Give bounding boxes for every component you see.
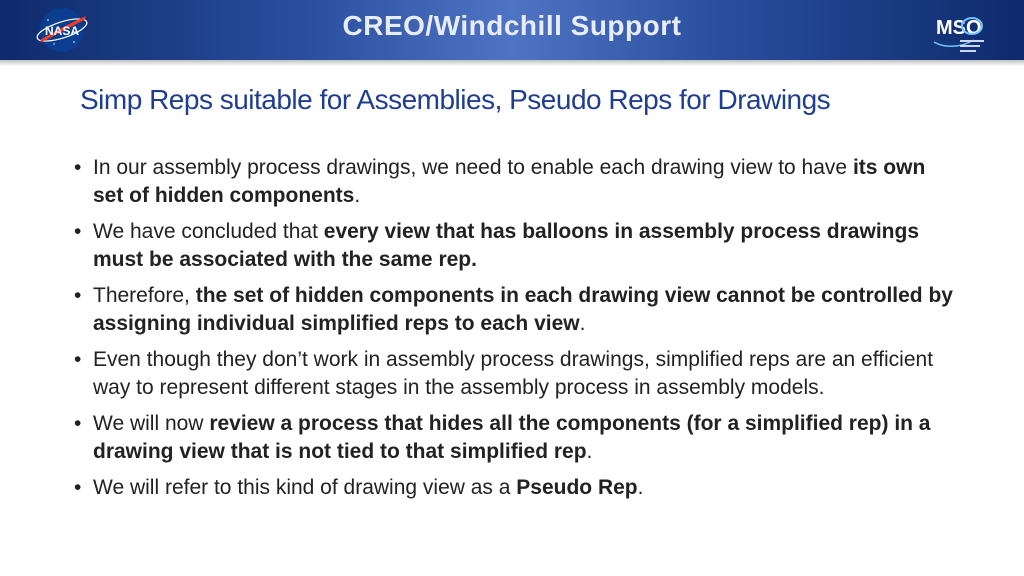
svg-text:NASA: NASA	[44, 24, 80, 38]
bullet-text: .	[579, 312, 586, 335]
bullet-text: We will refer to this kind of drawing view as a	[93, 476, 517, 499]
bullet-text-bold: the set of hidden components in each drawing view cannot be controlled by assigning individual simplified reps to each view	[93, 284, 953, 335]
bullet-item	[74, 154, 954, 210]
bullet-text: We will now	[93, 412, 210, 435]
bullet-dot-icon: •	[74, 412, 82, 435]
bullet-text: In our assembly process drawings, we need to enable each drawing view to have	[93, 156, 853, 179]
bullet-item	[74, 218, 954, 274]
bullet-text: .	[637, 476, 644, 499]
bullet-text-bold: Pseudo Rep	[516, 476, 638, 499]
bullet-text-bold: its own set of hidden components	[93, 156, 926, 207]
bullet-item	[74, 410, 954, 466]
header-shadow	[0, 60, 1024, 66]
bullet-text: Even though they don’t work in assembly process drawings, simplified reps are an efficient way to represent different stages in the assembly process in assembly models.	[93, 348, 934, 399]
svg-text:MSO: MSO	[936, 17, 982, 39]
bullet-dot-icon: •	[74, 284, 82, 307]
header-bar	[0, 0, 1024, 60]
bullet-text: .	[586, 440, 593, 463]
bullet-dot-icon: •	[74, 220, 82, 243]
page-title: Simp Reps suitable for Assemblies, Pseudo Reps for Drawings	[80, 84, 831, 115]
header-title: CREO/Windchill Support	[342, 10, 682, 41]
bullet-dot-icon: •	[74, 476, 82, 499]
bullet-text-bold: review a process that hides all the components (for a simplified rep) in a drawing view that is not tied to that simplified rep	[93, 412, 931, 463]
bullet-dot-icon: •	[74, 156, 82, 179]
bullet-item	[74, 346, 954, 402]
bullet-item	[74, 474, 954, 502]
bullet-item	[74, 282, 954, 338]
bullet-dot-icon: •	[74, 348, 82, 371]
mso-logo-icon	[930, 8, 994, 56]
bullet-list	[74, 154, 954, 510]
bullet-text: .	[354, 184, 361, 207]
bullet-text-bold: every view that has balloons in assembly process drawings must be associated with the same rep.	[93, 220, 919, 271]
bullet-text: Therefore,	[93, 284, 196, 307]
bullet-text: We have concluded that	[93, 220, 324, 243]
